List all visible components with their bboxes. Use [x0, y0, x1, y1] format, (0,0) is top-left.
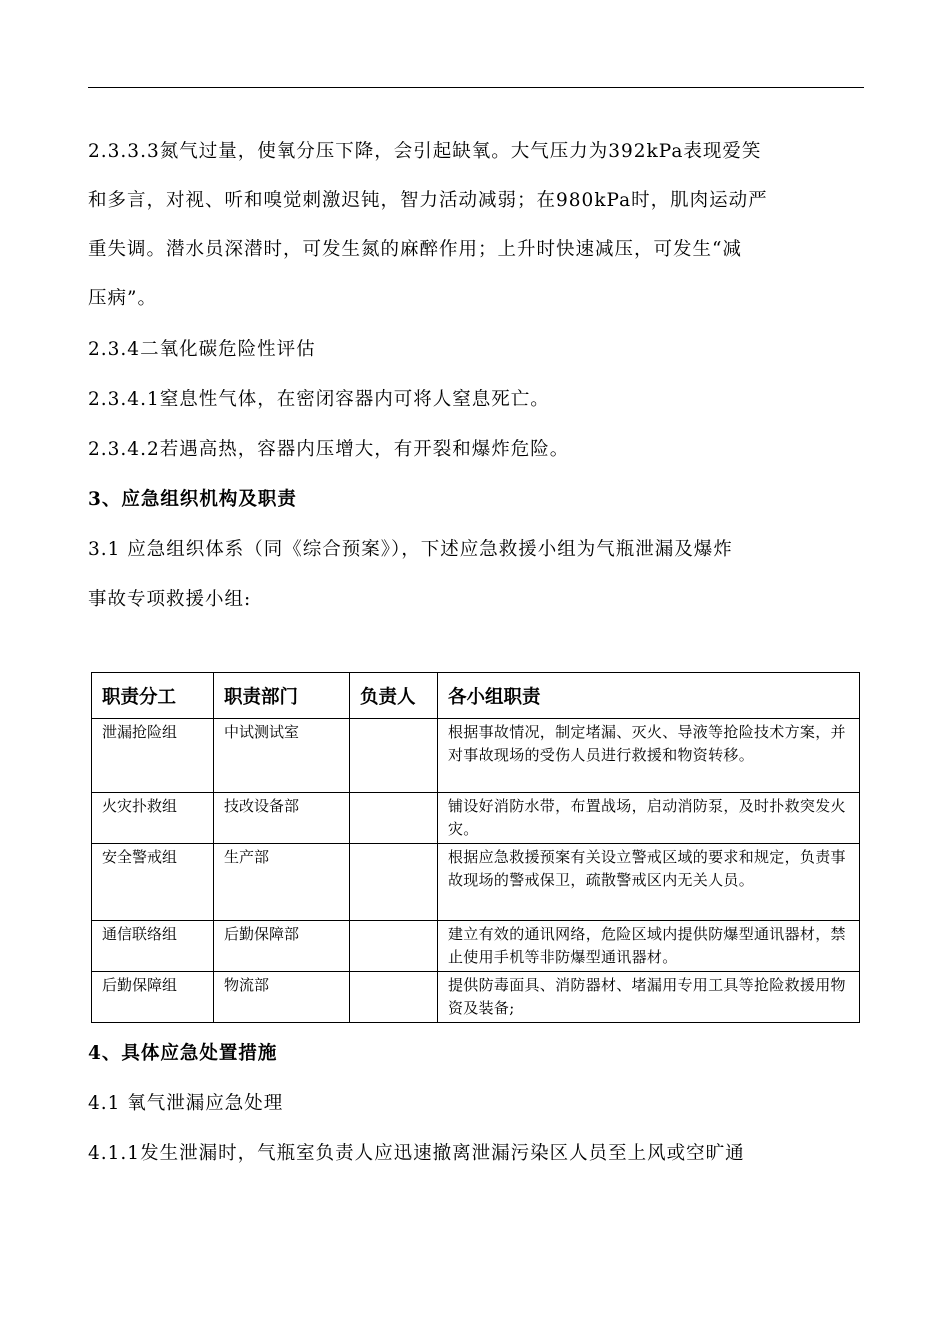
cell-role: 泄漏抢险组 [92, 719, 214, 793]
paragraph-2-3-3-3-line4: 压病”。 [88, 288, 157, 309]
table-row [92, 972, 860, 1023]
cell-department: 生产部 [214, 844, 350, 921]
cell-duty: 建立有效的通讯网络，危险区域内提供防爆型通讯器材，禁止使用手机等非防爆型通讯器材。 [438, 921, 860, 972]
paragraph-2-3-3-3-line2: 和多言，对视、听和嗅觉刺激迟钝，智力活动减弱；在980kPa时，肌肉运动严 [88, 190, 768, 211]
cell-leader [350, 793, 438, 844]
table-row [92, 844, 860, 921]
paragraph-2-3-3-3-line1: 2.3.3.3氮气过量，使氧分压下降，会引起缺氧。大气压力为392kPa表现爱笑 [88, 141, 762, 162]
cell-department: 技改设备部 [214, 793, 350, 844]
table-row [92, 921, 860, 972]
paragraph-2-3-4-2: 2.3.4.2若遇高热，容器内压增大，有开裂和爆炸危险。 [88, 439, 570, 460]
subsection-4-1-title: 4.1 氧气泄漏应急处理 [88, 1093, 284, 1114]
table-header-row [92, 673, 860, 719]
section-4-heading: 4、具体应急处置措施 [88, 1043, 278, 1064]
header-role: 职责分工 [92, 673, 214, 719]
section-3-heading: 3、应急组织机构及职责 [88, 489, 297, 510]
cell-duty: 根据应急救援预案有关设立警戒区域的要求和规定，负责事故现场的警戒保卫，疏散警戒区内无关人员。 [438, 844, 860, 921]
cell-duty: 根据事故情况，制定堵漏、灭火、导液等抢险技术方案，并对事故现场的受伤人员进行救援和物资转移。 [438, 719, 860, 793]
header-duties: 各小组职责 [438, 673, 860, 719]
table-row [92, 793, 860, 844]
table-row [92, 719, 860, 793]
subsection-2-3-4-title: 2.3.4二氧化碳危险性评估 [88, 339, 316, 360]
cell-leader [350, 844, 438, 921]
responsibility-table [91, 672, 860, 1023]
header-leader: 负责人 [350, 673, 438, 719]
cell-department: 后勤保障部 [214, 921, 350, 972]
paragraph-2-3-3-3-line3: 重失调。潜水员深潜时，可发生氮的麻醉作用；上升时快速减压，可发生“减 [88, 239, 742, 260]
cell-department: 中试测试室 [214, 719, 350, 793]
cell-leader [350, 719, 438, 793]
cell-leader [350, 921, 438, 972]
paragraph-3-1-line2: 事故专项救援小组: [88, 589, 252, 610]
cell-role: 安全警戒组 [92, 844, 214, 921]
cell-department: 物流部 [214, 972, 350, 1023]
header-department: 职责部门 [214, 673, 350, 719]
paragraph-4-1-1: 4.1.1发生泄漏时，气瓶室负责人应迅速撤离泄漏污染区人员至上风或空旷通 [88, 1143, 745, 1164]
cell-role: 后勤保障组 [92, 972, 214, 1023]
cell-role: 火灾扑救组 [92, 793, 214, 844]
cell-leader [350, 972, 438, 1023]
cell-duty: 铺设好消防水带，布置战场，启动消防泵，及时扑救突发火灾。 [438, 793, 860, 844]
paragraph-3-1-line1: 3.1 应急组织体系（同《综合预案》），下述应急救援小组为气瓶泄漏及爆炸 [88, 539, 733, 560]
cell-duty: 提供防毒面具、消防器材、堵漏用专用工具等抢险救援用物资及装备; [438, 972, 860, 1023]
paragraph-2-3-4-1: 2.3.4.1窒息性气体，在密闭容器内可将人窒息死亡。 [88, 389, 550, 410]
cell-role: 通信联络组 [92, 921, 214, 972]
header-rule [88, 87, 864, 88]
